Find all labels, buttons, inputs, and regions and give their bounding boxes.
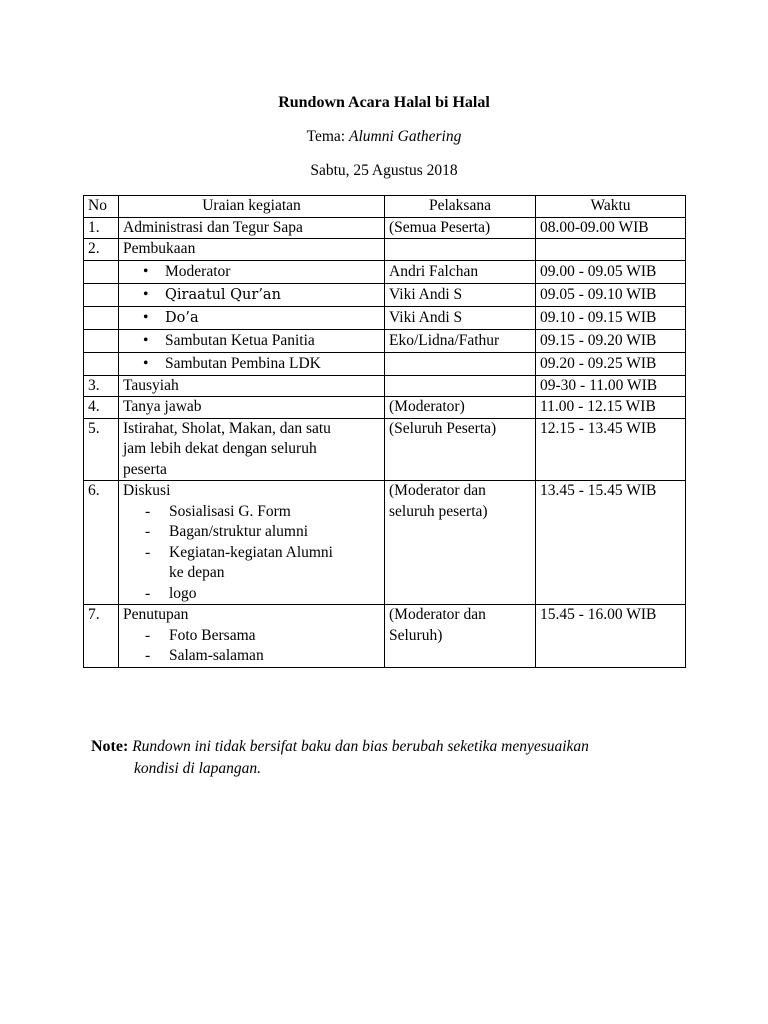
dash-icon: - <box>145 502 151 520</box>
table-row <box>84 375 686 397</box>
document-title: Rundown Acara Halal bi Halal <box>278 94 490 111</box>
table-row <box>84 397 686 419</box>
list-item-text: ke depan <box>169 564 225 581</box>
table-row <box>84 481 686 605</box>
cell-uraian <box>119 418 385 481</box>
cell-no <box>84 283 119 306</box>
list-item <box>123 522 380 543</box>
cell-waktu: 09.10 - 09.15 WIB <box>536 306 686 329</box>
cell-pelaksana: (Seluruh Peserta) <box>385 418 536 481</box>
cell-waktu: 13.45 - 15.45 WIB <box>536 481 686 605</box>
cell-uraian: Administrasi dan Tegur Sapa <box>119 217 385 239</box>
rundown-table <box>83 195 686 668</box>
bullet-icon: • <box>143 331 149 349</box>
cell-uraian <box>119 260 385 283</box>
cell-waktu: 11.00 - 12.15 WIB <box>536 397 686 419</box>
list-item <box>123 646 380 667</box>
pelaksana-line: seluruh peserta) <box>389 502 488 520</box>
cell-uraian <box>119 306 385 329</box>
list-item-text: Bagan/struktur alumni <box>169 523 309 540</box>
cell-no: 3. <box>84 375 119 397</box>
header-waktu: Waktu <box>536 196 686 218</box>
list-item-text: logo <box>169 584 197 602</box>
uraian-heading: Diskusi <box>123 482 171 499</box>
cell-no <box>84 329 119 352</box>
cell-waktu: 09.20 - 09.25 WIB <box>536 352 686 375</box>
document-theme <box>0 128 768 146</box>
cell-waktu: 09.15 - 09.20 WIB <box>536 329 686 352</box>
cell-no: 5. <box>84 418 119 481</box>
cell-no: 1. <box>84 217 119 239</box>
list-item <box>123 584 380 605</box>
cell-uraian: Pembukaan <box>119 239 385 261</box>
cell-waktu <box>536 239 686 261</box>
uraian-line: peserta <box>123 460 167 478</box>
cell-uraian <box>119 605 385 668</box>
cell-uraian <box>119 481 385 605</box>
note-line <box>91 736 711 758</box>
list-item-continuation <box>123 563 380 584</box>
cell-uraian: Tausyiah <box>119 375 385 397</box>
pelaksana-line: (Moderator dan <box>389 482 486 499</box>
cell-pelaksana <box>385 239 536 261</box>
bullet-icon: • <box>143 262 149 280</box>
bullet-icon: • <box>143 354 149 372</box>
list-item-text: Foto Bersama <box>169 626 256 644</box>
cell-waktu: 09.00 - 09.05 WIB <box>536 260 686 283</box>
list-item-text: Sosialisasi G. Form <box>169 502 291 520</box>
sub-list <box>123 502 380 605</box>
cell-no: 2. <box>84 239 119 261</box>
cell-pelaksana <box>385 481 536 605</box>
cell-no <box>84 352 119 375</box>
list-item-text: Salam-salaman <box>169 647 264 664</box>
cell-uraian <box>119 283 385 306</box>
bullet-text: Moderator <box>165 262 231 280</box>
table-header-row <box>84 196 686 218</box>
table-row <box>84 605 686 668</box>
note-text: Rundown ini tidak bersifat baku dan bias berubah seketika menyesuaikan <box>132 738 589 755</box>
cell-pelaksana: (Moderator) <box>385 397 536 419</box>
cell-no: 7. <box>84 605 119 668</box>
cell-uraian <box>119 329 385 352</box>
bullet-text: Do’a <box>165 309 199 326</box>
bullet-icon: • <box>143 285 149 303</box>
cell-pelaksana: Eko/Lidna/Fathur <box>385 329 536 352</box>
uraian-line: Istirahat, Sholat, Makan, dan satu <box>123 419 331 437</box>
table-row <box>84 329 686 352</box>
cell-waktu: 09.05 - 09.10 WIB <box>536 283 686 306</box>
list-item-text: Kegiatan-kegiatan Alumni <box>169 543 333 561</box>
cell-uraian: Tanya jawab <box>119 397 385 419</box>
dash-icon: - <box>145 626 151 644</box>
cell-no <box>84 260 119 283</box>
cell-waktu: 12.15 - 13.45 WIB <box>536 418 686 481</box>
table-row <box>84 239 686 261</box>
list-item <box>123 626 380 647</box>
note-label: Note: <box>91 738 129 755</box>
cell-no: 6. <box>84 481 119 605</box>
cell-waktu: 09-30 - 11.00 WIB <box>536 375 686 397</box>
cell-pelaksana: Viki Andi S <box>385 283 536 306</box>
pelaksana-line: Seluruh) <box>389 626 443 644</box>
theme-value: Alumni Gathering <box>349 128 462 145</box>
pelaksana-line: (Moderator dan <box>389 606 486 623</box>
cell-no: 4. <box>84 397 119 419</box>
list-item <box>123 502 380 523</box>
dash-icon: - <box>145 647 151 664</box>
bullet-icon: • <box>143 308 149 326</box>
dash-icon: - <box>145 523 151 540</box>
table-row <box>84 283 686 306</box>
bullet-text: Sambutan Ketua Panitia <box>165 331 315 349</box>
sub-list <box>123 626 380 667</box>
list-item <box>123 543 380 564</box>
cell-pelaksana: (Semua Peserta) <box>385 217 536 239</box>
bullet-text: Qiraatul Qur’an <box>165 286 281 303</box>
header-uraian: Uraian kegiatan <box>119 196 385 218</box>
document-date: Sabtu, 25 Agustus 2018 <box>310 162 458 179</box>
table-row <box>84 260 686 283</box>
cell-pelaksana <box>385 375 536 397</box>
dash-icon: - <box>145 584 151 602</box>
uraian-heading: Penutupan <box>123 606 189 623</box>
table-row <box>84 418 686 481</box>
cell-pelaksana <box>385 605 536 668</box>
uraian-line: jam lebih dekat dengan seluruh <box>123 440 317 457</box>
table-row <box>84 217 686 239</box>
cell-pelaksana <box>385 352 536 375</box>
cell-pelaksana: Andri Falchan <box>385 260 536 283</box>
cell-pelaksana: Viki Andi S <box>385 306 536 329</box>
note-block <box>91 736 711 780</box>
header-pelaksana: Pelaksana <box>385 196 536 218</box>
note-line: kondisi di lapangan. <box>134 760 262 777</box>
table-row <box>84 306 686 329</box>
table-row <box>84 352 686 375</box>
cell-waktu: 15.45 - 16.00 WIB <box>536 605 686 668</box>
theme-label: Tema: <box>306 128 349 145</box>
bullet-text: Sambutan Pembina LDK <box>165 354 321 372</box>
cell-no <box>84 306 119 329</box>
cell-waktu: 08.00-09.00 WIB <box>536 217 686 239</box>
header-no: No <box>84 196 119 218</box>
cell-uraian <box>119 352 385 375</box>
dash-icon: - <box>145 543 151 561</box>
